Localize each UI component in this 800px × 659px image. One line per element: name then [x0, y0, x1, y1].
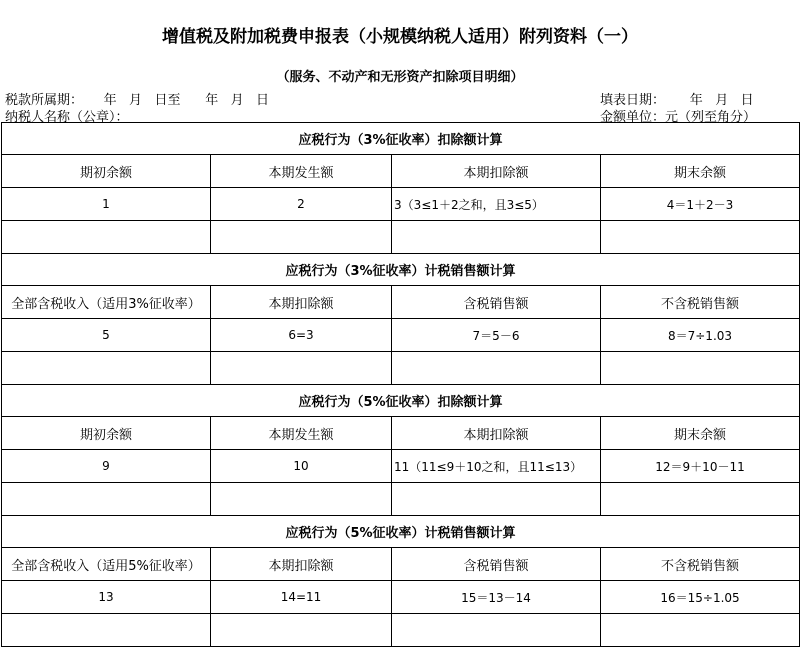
column-header: 不含税销售额 [601, 548, 800, 581]
formula-cell: 6=3 [211, 319, 392, 352]
section-heading: 应税行为（5%征收率）计税销售额计算 [2, 516, 800, 548]
amount-input-cell[interactable] [392, 352, 601, 385]
amount-input-cell[interactable] [211, 614, 392, 647]
amount-input-row [2, 483, 800, 516]
formula-cell: 5 [2, 319, 211, 352]
deduction-detail-table [1, 122, 800, 647]
section-heading-row [2, 516, 800, 548]
column-header: 含税销售额 [392, 286, 601, 319]
formula-cell: 7＝5－6 [392, 319, 601, 352]
section-heading-row [2, 123, 800, 155]
amount-input-cell[interactable] [211, 352, 392, 385]
amount-input-cell[interactable] [211, 221, 392, 254]
column-header: 期初余额 [2, 417, 211, 450]
column-header-row [2, 155, 800, 188]
section-heading: 应税行为（5%征收率）扣除额计算 [2, 385, 800, 417]
formula-row [2, 188, 800, 221]
amount-input-cell[interactable] [392, 483, 601, 516]
amount-input-cell[interactable] [2, 221, 211, 254]
column-header: 本期发生额 [211, 417, 392, 450]
amount-input-cell[interactable] [601, 483, 800, 516]
section-heading-row [2, 254, 800, 286]
amount-input-cell[interactable] [392, 221, 601, 254]
section-heading: 应税行为（3%征收率）计税销售额计算 [2, 254, 800, 286]
formula-cell: 3（3≤1＋2之和，且3≤5） [392, 188, 601, 221]
amount-input-cell[interactable] [601, 221, 800, 254]
formula-cell: 11（11≤9＋10之和，且11≤13） [392, 450, 601, 483]
amount-input-row [2, 614, 800, 647]
formula-cell: 8＝7÷1.03 [601, 319, 800, 352]
amount-input-cell[interactable] [601, 352, 800, 385]
formula-cell: 9 [2, 450, 211, 483]
column-header: 本期扣除额 [392, 417, 601, 450]
amount-input-row [2, 352, 800, 385]
column-header: 期末余额 [601, 155, 800, 188]
formula-cell: 15＝13－14 [392, 581, 601, 614]
column-header: 全部含税收入（适用5%征收率） [2, 548, 211, 581]
column-header: 含税销售额 [392, 548, 601, 581]
formula-row [2, 319, 800, 352]
amount-input-cell[interactable] [2, 352, 211, 385]
formula-cell: 1 [2, 188, 211, 221]
amount-input-row [2, 221, 800, 254]
form-title: 增值税及附加税费申报表（小规模纳税人适用）附列资料（一） [162, 27, 638, 47]
column-header: 全部含税收入（适用3%征收率） [2, 286, 211, 319]
amount-input-cell[interactable] [211, 483, 392, 516]
column-header: 本期扣除额 [211, 286, 392, 319]
taxpayer-name-label: 纳税人名称（公章）： [5, 110, 129, 125]
formula-cell: 14=11 [211, 581, 392, 614]
formula-row [2, 581, 800, 614]
column-header: 期初余额 [2, 155, 211, 188]
formula-cell: 4＝1＋2－3 [601, 188, 800, 221]
amount-unit-label: 金额单位：元（列至角分） [600, 110, 757, 125]
column-header: 本期扣除额 [392, 155, 601, 188]
section-heading-row [2, 385, 800, 417]
formula-cell: 10 [211, 450, 392, 483]
amount-input-cell[interactable] [392, 614, 601, 647]
column-header: 期末余额 [601, 417, 800, 450]
column-header: 不含税销售额 [601, 286, 800, 319]
column-header-row [2, 548, 800, 581]
column-header-row [2, 286, 800, 319]
formula-cell: 2 [211, 188, 392, 221]
section-heading: 应税行为（3%征收率）扣除额计算 [2, 123, 800, 155]
tax-period-label: 税款所属期： 年 月 日至 年 月 日 [5, 93, 270, 108]
amount-input-cell[interactable] [2, 614, 211, 647]
formula-row [2, 450, 800, 483]
amount-input-cell[interactable] [2, 483, 211, 516]
column-header: 本期扣除额 [211, 548, 392, 581]
form-subtitle: （服务、不动产和无形资产扣除项目明细） [276, 70, 524, 85]
amount-input-cell[interactable] [601, 614, 800, 647]
fill-date-label: 填表日期： 年 月 日 [600, 93, 754, 108]
formula-cell: 13 [2, 581, 211, 614]
formula-cell: 12＝9＋10－11 [601, 450, 800, 483]
column-header-row [2, 417, 800, 450]
column-header: 本期发生额 [211, 155, 392, 188]
formula-cell: 16＝15÷1.05 [601, 581, 800, 614]
